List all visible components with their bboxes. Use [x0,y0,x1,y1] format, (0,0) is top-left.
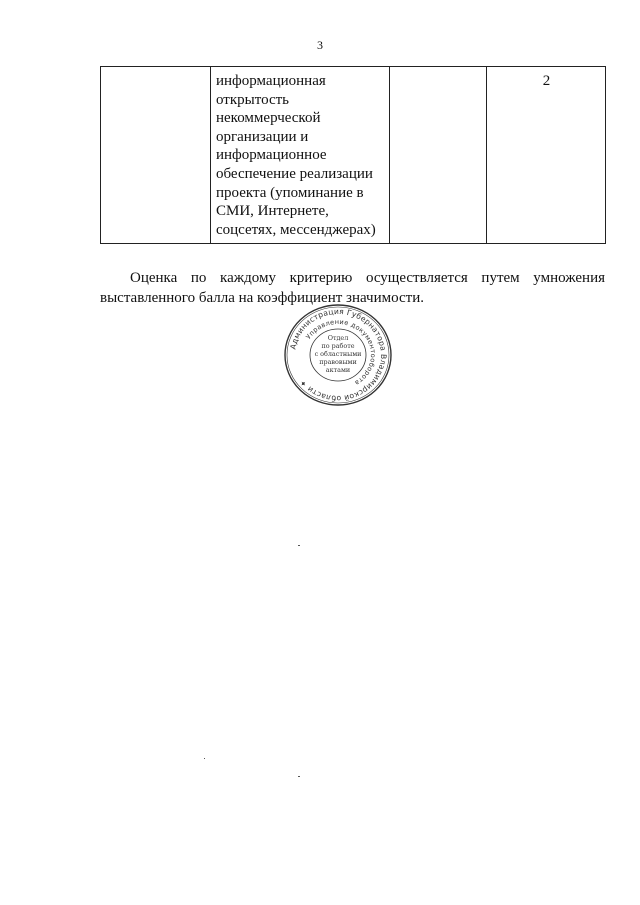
scan-speck [204,758,205,759]
stamp-center-line: актами [325,366,351,374]
table-cell-score: 2 [487,67,606,244]
evaluation-paragraph: Оценка по каждому критерию осуществляется путем умножения выставленного балла на коэффициент значимости. [100,270,605,306]
official-stamp [282,302,394,408]
svg-text:Администрация Губернатора Влад: Администрация Губернатора Владимирской области ✦ [288,306,389,404]
scan-speck [298,545,300,546]
table-cell-criterion [211,67,390,244]
criterion-text: информационная открытость некоммерческой организации и информационное обеспечение реализации проекта (упоминание в СМИ, Интернете, соцсетях, мессенджерах) [216,73,376,238]
table-cell-number [101,67,211,244]
table-row [101,67,606,244]
svg-text:Управление документооборота: Управление документооборота [304,317,378,388]
criteria-table [100,66,606,244]
stamp-center-line: по работе [321,342,355,350]
stamp-center-line: Отдел [327,334,349,342]
page-number: 3 [317,38,323,52]
stamp-center-line: с областными [314,350,362,358]
stamp-seal-icon [282,302,394,408]
table-cell-coefficient [390,67,487,244]
scan-speck [298,776,300,777]
stamp-center-line: правовыми [319,358,357,366]
